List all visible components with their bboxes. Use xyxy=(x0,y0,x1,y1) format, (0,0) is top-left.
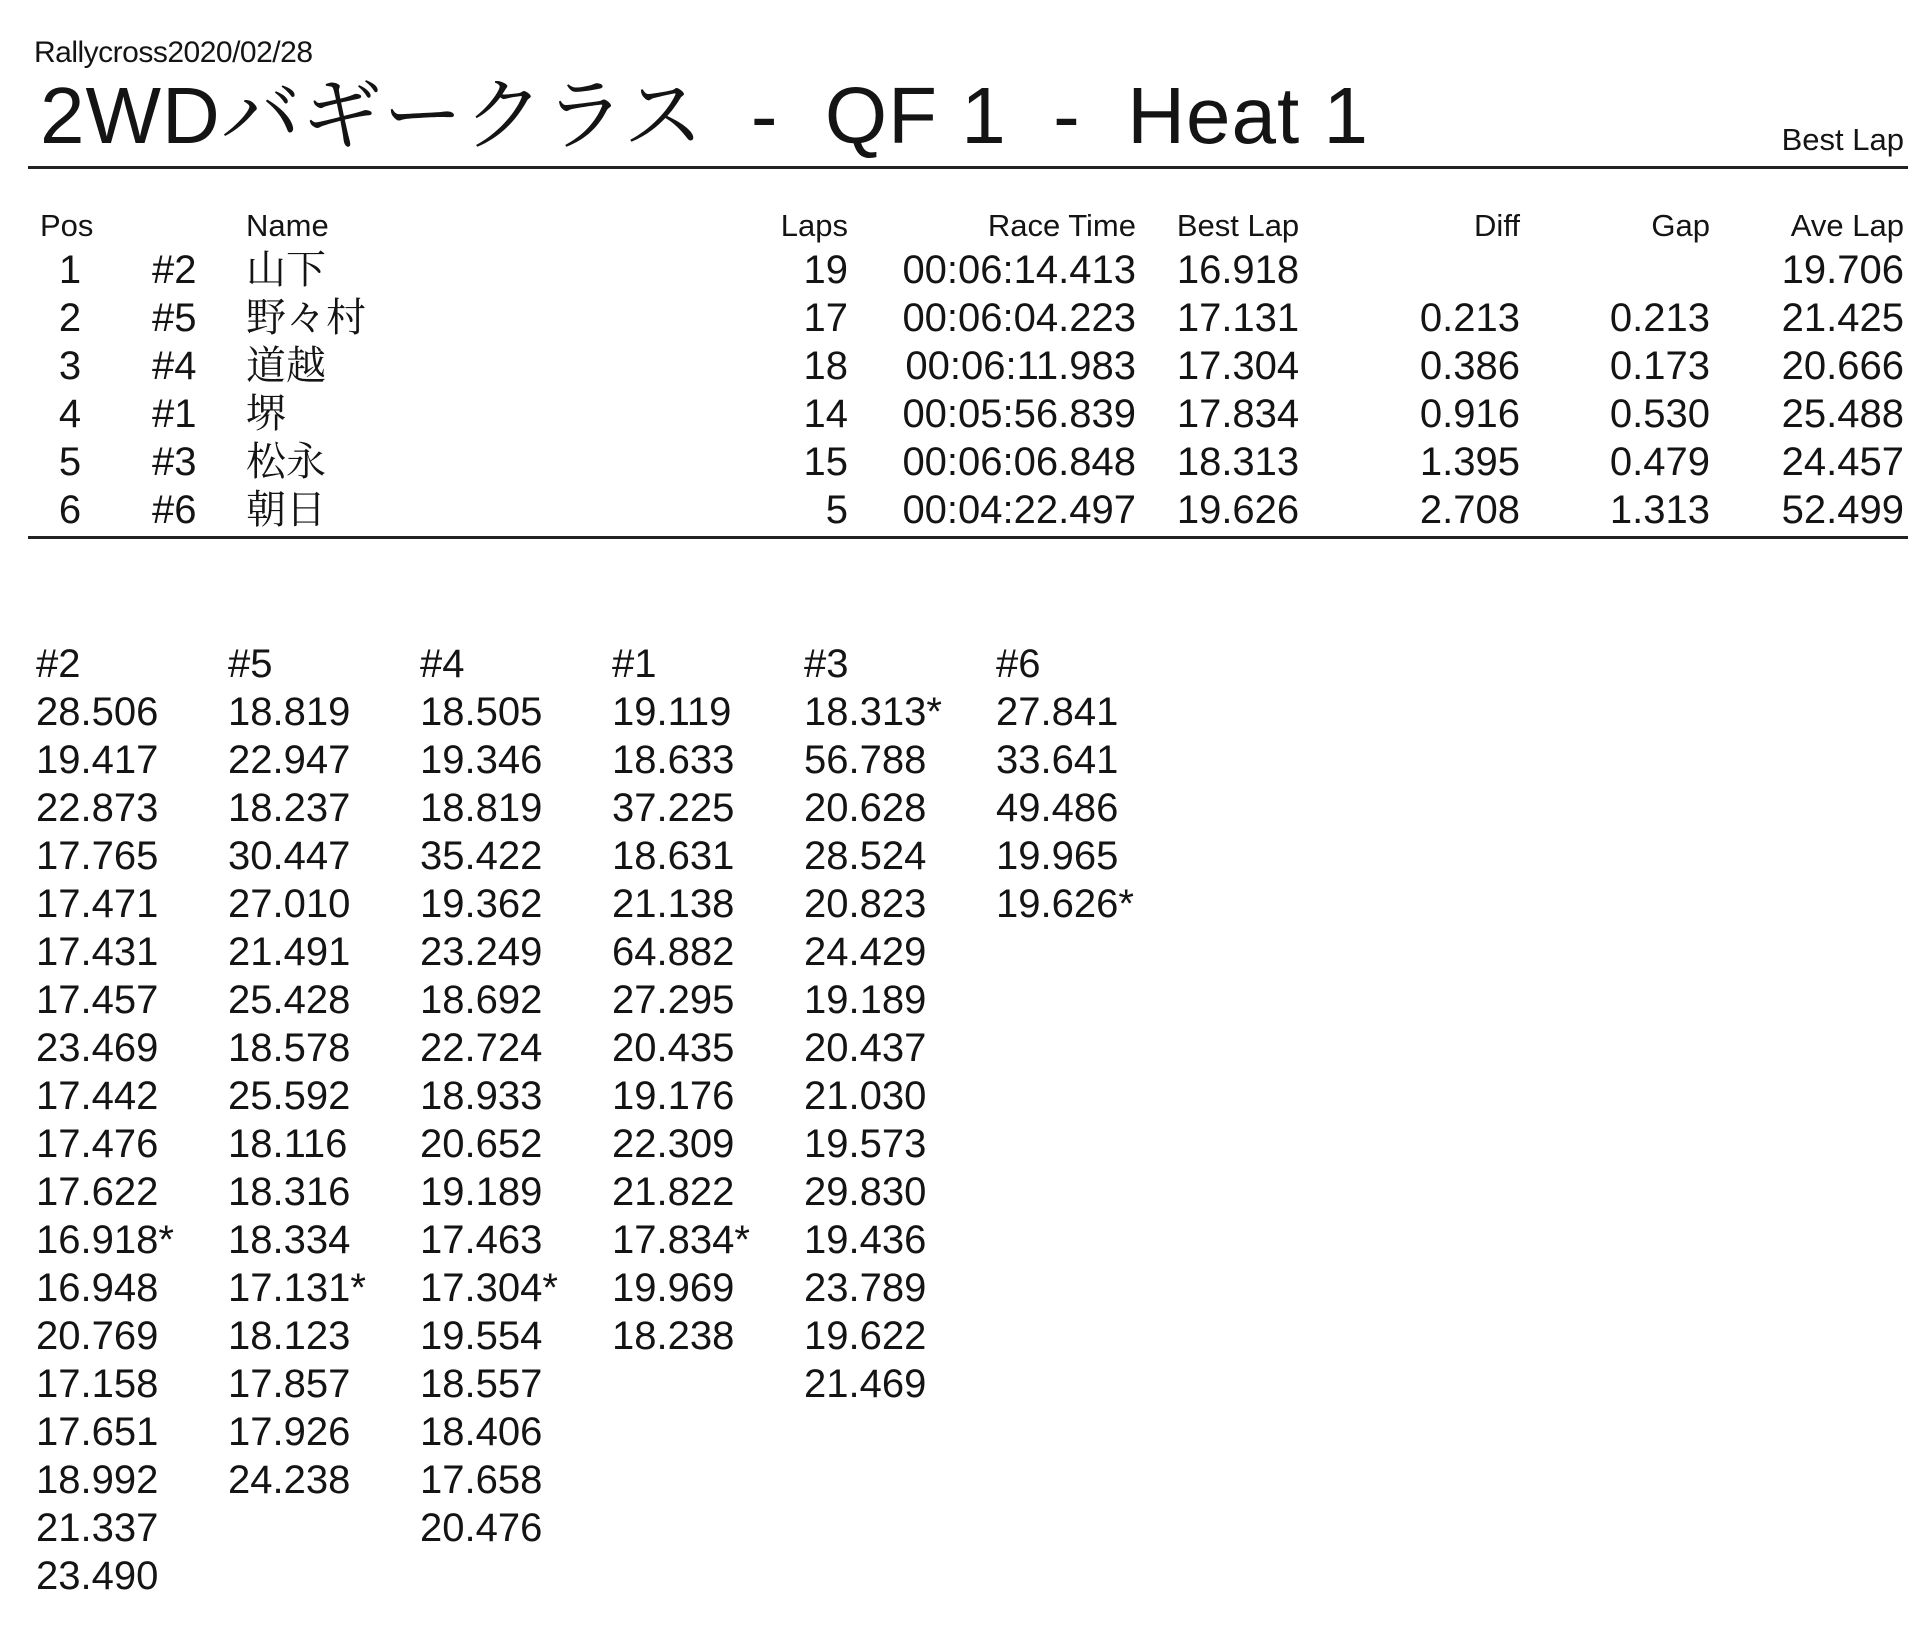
diff: 1.395 xyxy=(1419,440,1520,484)
lap-time: 23.249 xyxy=(420,930,543,974)
lap-time: 20.823 xyxy=(804,882,927,926)
lap-column xyxy=(36,640,226,1600)
results-row xyxy=(0,344,1932,388)
results-header xyxy=(0,206,1932,246)
ave-lap: 52.499 xyxy=(1781,488,1904,532)
laps: 19 xyxy=(803,248,848,292)
position: 3 xyxy=(58,344,82,388)
car-number: #2 xyxy=(152,248,197,292)
lap-time: 17.658 xyxy=(420,1458,543,1502)
best-lap: 17.834 xyxy=(1176,392,1300,436)
lap-time: 18.116 xyxy=(228,1122,348,1166)
lap-time-list xyxy=(228,688,418,1504)
lap-time: 22.947 xyxy=(228,738,351,782)
race-time: 00:06:04.223 xyxy=(902,296,1136,340)
gap: 0.530 xyxy=(1609,392,1710,436)
column-header-gap: Gap xyxy=(1651,208,1710,243)
gap: 0.479 xyxy=(1609,440,1710,484)
position: 4 xyxy=(58,392,82,436)
driver-name: 朝日 xyxy=(246,488,326,532)
lap-time: 18.406 xyxy=(420,1410,543,1454)
column-header-pos: Pos xyxy=(40,208,94,243)
event-subtitle: Rallycross2020/02/28 xyxy=(34,36,313,69)
lap-column xyxy=(612,640,802,1360)
lap-time: 25.428 xyxy=(228,978,351,1022)
lap-time: 19.346 xyxy=(420,738,543,782)
car-number: #6 xyxy=(152,488,197,532)
lap-time: 19.436 xyxy=(804,1218,927,1262)
lap-time: 25.592 xyxy=(228,1074,351,1118)
lap-time: 27.010 xyxy=(228,882,351,926)
lap-time: 49.486 xyxy=(996,786,1119,830)
lap-time-list xyxy=(36,688,226,1600)
driver-name: 松永 xyxy=(246,440,326,484)
results-row xyxy=(0,440,1932,484)
race-time: 00:05:56.839 xyxy=(902,392,1136,436)
lap-time: 20.437 xyxy=(804,1026,927,1070)
results-divider xyxy=(28,536,1908,539)
lap-time: 22.724 xyxy=(420,1026,543,1070)
lap-time: 27.295 xyxy=(612,978,735,1022)
lap-time: 19.189 xyxy=(804,978,927,1022)
lap-time: 22.873 xyxy=(36,786,159,830)
gap: 0.213 xyxy=(1609,296,1710,340)
lap-time: 17.457 xyxy=(36,978,159,1022)
lap-time: 64.882 xyxy=(612,930,735,974)
lap-time: 18.933 xyxy=(420,1074,543,1118)
lap-column-car-number: #5 xyxy=(228,642,273,686)
column-header-laps: Laps xyxy=(780,208,848,243)
page-title: 2WDバギークラス - QF 1 - Heat 1 xyxy=(40,71,1369,160)
lap-time: 18.557 xyxy=(420,1362,543,1406)
ave-lap: 21.425 xyxy=(1781,296,1904,340)
lap-time: 20.652 xyxy=(420,1122,543,1166)
diff: 0.916 xyxy=(1419,392,1520,436)
lap-time: 19.965 xyxy=(996,834,1119,878)
results-row xyxy=(0,296,1932,340)
laps: 18 xyxy=(803,344,848,388)
diff: 0.213 xyxy=(1419,296,1520,340)
ave-lap: 25.488 xyxy=(1781,392,1904,436)
lap-time: 18.631 xyxy=(612,834,735,878)
laps: 15 xyxy=(803,440,848,484)
column-header-diff: Diff xyxy=(1474,208,1520,243)
best-lap: 18.313 xyxy=(1176,440,1300,484)
lap-time: 17.476 xyxy=(36,1122,159,1166)
position: 6 xyxy=(58,488,82,532)
column-header-best-lap: Best Lap xyxy=(1176,208,1300,243)
lap-column-car-number: #1 xyxy=(612,642,657,686)
lap-time: 17.463 xyxy=(420,1218,543,1262)
driver-name: 山下 xyxy=(246,248,326,292)
lap-time-list xyxy=(612,688,802,1360)
column-header-ave-lap: Ave Lap xyxy=(1790,208,1904,243)
lap-time: 19.189 xyxy=(420,1170,543,1214)
lap-time: 17.131* xyxy=(228,1266,366,1310)
column-header-race-time: Race Time xyxy=(987,208,1136,243)
lap-time: 20.476 xyxy=(420,1506,543,1550)
lap-time: 18.237 xyxy=(228,786,351,830)
lap-time: 19.622 xyxy=(804,1314,927,1358)
lap-time: 20.769 xyxy=(36,1314,159,1358)
laps: 14 xyxy=(803,392,848,436)
lap-time: 21.469 xyxy=(804,1362,927,1406)
position: 2 xyxy=(58,296,82,340)
car-number: #4 xyxy=(152,344,197,388)
results-row xyxy=(0,488,1932,532)
laps: 17 xyxy=(803,296,848,340)
lap-column-car-number: #2 xyxy=(36,642,81,686)
lap-time: 19.417 xyxy=(36,738,159,782)
lap-time: 37.225 xyxy=(612,786,735,830)
lap-time: 18.992 xyxy=(36,1458,159,1502)
lap-time: 21.337 xyxy=(36,1506,159,1550)
lap-time: 19.362 xyxy=(420,882,543,926)
driver-name: 堺 xyxy=(246,392,286,436)
ave-lap: 24.457 xyxy=(1781,440,1904,484)
race-time: 00:06:06.848 xyxy=(902,440,1136,484)
gap: 1.313 xyxy=(1609,488,1710,532)
lap-time: 17.471 xyxy=(36,882,159,926)
lap-time: 23.789 xyxy=(804,1266,927,1310)
lap-time: 18.316 xyxy=(228,1170,351,1214)
results-row xyxy=(0,392,1932,436)
driver-name: 道越 xyxy=(246,344,326,388)
lap-time: 17.442 xyxy=(36,1074,159,1118)
lap-time: 19.176 xyxy=(612,1074,735,1118)
lap-time: 20.435 xyxy=(612,1026,735,1070)
lap-time: 35.422 xyxy=(420,834,543,878)
lap-time: 18.819 xyxy=(420,786,543,830)
lap-time: 18.819 xyxy=(228,690,351,734)
lap-time: 17.304* xyxy=(420,1266,558,1310)
position: 1 xyxy=(58,248,82,292)
results-row xyxy=(0,248,1932,292)
best-lap: 17.304 xyxy=(1176,344,1300,388)
position: 5 xyxy=(58,440,82,484)
lap-column xyxy=(420,640,610,1552)
lap-time: 19.626* xyxy=(996,882,1134,926)
lap-time: 18.692 xyxy=(420,978,543,1022)
diff: 2.708 xyxy=(1419,488,1520,532)
lap-time: 27.841 xyxy=(996,690,1119,734)
lap-time-list xyxy=(420,688,610,1552)
lap-column-car-number: #3 xyxy=(804,642,849,686)
laps: 5 xyxy=(825,488,848,532)
lap-time: 21.030 xyxy=(804,1074,927,1118)
car-number: #3 xyxy=(152,440,197,484)
lap-time-list xyxy=(804,688,994,1408)
ave-lap: 20.666 xyxy=(1781,344,1904,388)
lap-time: 29.830 xyxy=(804,1170,927,1214)
lap-column xyxy=(228,640,418,1504)
driver-name: 野々村 xyxy=(246,296,366,340)
lap-time: 22.309 xyxy=(612,1122,735,1166)
lap-time-list xyxy=(996,688,1186,928)
lap-time: 18.633 xyxy=(612,738,735,782)
lap-time: 16.948 xyxy=(36,1266,159,1310)
lap-time: 23.469 xyxy=(36,1026,159,1070)
lap-time: 18.578 xyxy=(228,1026,351,1070)
lap-time: 18.123 xyxy=(228,1314,351,1358)
lap-time: 21.138 xyxy=(612,882,735,926)
lap-time: 18.505 xyxy=(420,690,543,734)
lap-time: 17.158 xyxy=(36,1362,159,1406)
lap-time: 56.788 xyxy=(804,738,927,782)
lap-column xyxy=(996,640,1186,928)
lap-time: 17.651 xyxy=(36,1410,159,1454)
best-lap: 16.918 xyxy=(1176,248,1300,292)
lap-time: 30.447 xyxy=(228,834,351,878)
lap-time: 17.431 xyxy=(36,930,159,974)
lap-time: 24.238 xyxy=(228,1458,351,1502)
lap-time: 19.969 xyxy=(612,1266,735,1310)
lap-time: 23.490 xyxy=(36,1554,159,1598)
lap-time: 16.918* xyxy=(36,1218,174,1262)
lap-time: 17.765 xyxy=(36,834,159,878)
lap-column xyxy=(804,640,994,1408)
race-time: 00:06:14.413 xyxy=(902,248,1136,292)
lap-time: 19.119 xyxy=(612,690,732,734)
lap-time: 17.857 xyxy=(228,1362,351,1406)
lap-time: 19.554 xyxy=(420,1314,543,1358)
column-header-name: Name xyxy=(246,208,329,243)
race-time: 00:04:22.497 xyxy=(902,488,1136,532)
best-lap: 19.626 xyxy=(1176,488,1300,532)
lap-column-car-number: #4 xyxy=(420,642,465,686)
lap-time: 18.238 xyxy=(612,1314,735,1358)
lap-time: 21.822 xyxy=(612,1170,735,1214)
race-time: 00:06:11.983 xyxy=(905,344,1136,388)
diff: 0.386 xyxy=(1419,344,1520,388)
lap-time: 28.524 xyxy=(804,834,927,878)
best-lap-note: Best Lap xyxy=(1781,122,1904,157)
car-number: #5 xyxy=(152,296,197,340)
ave-lap: 19.706 xyxy=(1781,248,1904,292)
lap-time: 18.313* xyxy=(804,690,942,734)
car-number: #1 xyxy=(152,392,197,436)
best-lap: 17.131 xyxy=(1176,296,1300,340)
lap-time: 33.641 xyxy=(996,738,1119,782)
lap-time: 17.926 xyxy=(228,1410,351,1454)
lap-time: 28.506 xyxy=(36,690,159,734)
gap: 0.173 xyxy=(1609,344,1710,388)
lap-time: 21.491 xyxy=(228,930,351,974)
lap-time: 19.573 xyxy=(804,1122,927,1166)
lap-time: 18.334 xyxy=(228,1218,351,1262)
lap-time: 24.429 xyxy=(804,930,927,974)
lap-time: 20.628 xyxy=(804,786,927,830)
header-divider xyxy=(28,166,1908,169)
lap-column-car-number: #6 xyxy=(996,642,1041,686)
lap-time: 17.622 xyxy=(36,1170,159,1214)
lap-time: 17.834* xyxy=(612,1218,750,1262)
